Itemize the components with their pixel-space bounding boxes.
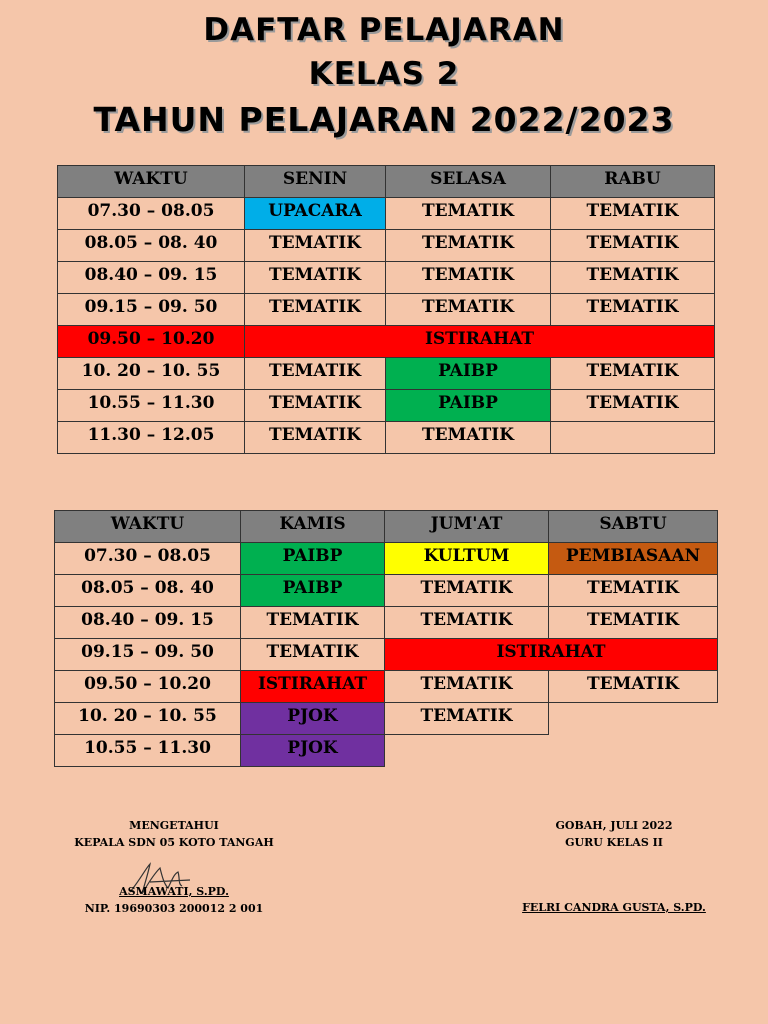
subject-cell: TEMATIK: [245, 422, 386, 454]
time-cell: 09.15 – 09. 50: [55, 639, 241, 671]
time-cell: 10. 20 – 10. 55: [55, 703, 241, 735]
subject-cell: PAIBP: [241, 575, 385, 607]
header-kamis: KAMIS: [241, 511, 385, 543]
subject-cell: TEMATIK: [386, 294, 551, 326]
time-cell: 10. 20 – 10. 55: [58, 358, 245, 390]
subject-cell: TEMATIK: [241, 639, 385, 671]
place-date: GOBAH, JULI 2022: [555, 819, 673, 832]
table-row: [55, 639, 718, 671]
schedule-table-mon-wed: [57, 165, 715, 454]
subject-cell: TEMATIK: [245, 358, 386, 390]
header-rabu: RABU: [551, 166, 715, 198]
acknowledge-label: MENGETAHUI: [129, 819, 219, 832]
table-row: [58, 262, 715, 294]
title-line-3: TAHUN PELAJARAN 2022/2023: [93, 100, 675, 139]
header-waktu: WAKTU: [55, 511, 241, 543]
subject-cell: TEMATIK: [241, 607, 385, 639]
subject-cell: TEMATIK: [549, 671, 718, 703]
table-row: [55, 543, 718, 575]
subject-cell: [551, 422, 715, 454]
subject-cell: TEMATIK: [385, 671, 549, 703]
teacher-name: FELRI CANDRA GUSTA, S.PD.: [522, 901, 706, 914]
table-row: [55, 703, 718, 735]
table-row: [58, 390, 715, 422]
subject-cell: TEMATIK: [551, 294, 715, 326]
time-cell: 09.50 – 10.20: [58, 326, 245, 358]
signature-block-left-name: [56, 883, 292, 917]
subject-cell: KULTUM: [385, 543, 549, 575]
signature-block-right: [520, 817, 708, 851]
subject-cell: TEMATIK: [549, 575, 718, 607]
subject-cell: PAIBP: [241, 543, 385, 575]
time-cell: 11.30 – 12.05: [58, 422, 245, 454]
principal-nip: NIP. 19690303 200012 2 001: [84, 902, 264, 915]
schedule-table-thu-sat: [54, 510, 718, 767]
subject-cell: TEMATIK: [549, 607, 718, 639]
signature-block-left: [56, 817, 292, 851]
time-cell: 09.50 – 10.20: [55, 671, 241, 703]
table-row: [58, 326, 715, 358]
subject-cell: PJOK: [241, 735, 385, 767]
time-cell: 10.55 – 11.30: [55, 735, 241, 767]
time-cell: 08.05 – 08. 40: [58, 230, 245, 262]
time-cell: 08.40 – 09. 15: [55, 607, 241, 639]
principal-name: ASMAWATI, S.PD.: [119, 885, 229, 898]
time-cell: 08.40 – 09. 15: [58, 262, 245, 294]
table-row: [55, 575, 718, 607]
break-cell: ISTIRAHAT: [385, 639, 718, 671]
subject-cell: TEMATIK: [385, 575, 549, 607]
subject-cell: TEMATIK: [245, 390, 386, 422]
table-row: [58, 198, 715, 230]
table-header-row: [58, 166, 715, 198]
break-cell: ISTIRAHAT: [245, 326, 715, 358]
title-line-2: KELAS 2: [308, 56, 460, 92]
table-row: [58, 294, 715, 326]
subject-cell: TEMATIK: [245, 262, 386, 294]
subject-cell: TEMATIK: [551, 262, 715, 294]
table-row: [55, 671, 718, 703]
time-cell: 09.15 – 09. 50: [58, 294, 245, 326]
table-row: [58, 358, 715, 390]
table-row: [58, 422, 715, 454]
title-line-1: DAFTAR PELAJARAN: [203, 12, 565, 48]
table-row: [58, 230, 715, 262]
empty-cell: [385, 735, 549, 767]
subject-cell: TEMATIK: [551, 230, 715, 262]
table-row: [55, 607, 718, 639]
header-jumat: JUM'AT: [385, 511, 549, 543]
subject-cell: PEMBIASAAN: [549, 543, 718, 575]
subject-cell: PAIBP: [386, 390, 551, 422]
subject-cell: TEMATIK: [245, 230, 386, 262]
subject-cell: TEMATIK: [551, 390, 715, 422]
signature-block-right-name: [490, 899, 738, 916]
header-sabtu: SABTU: [549, 511, 718, 543]
table-header-row: [55, 511, 718, 543]
subject-cell: TEMATIK: [385, 607, 549, 639]
table-row: [55, 735, 718, 767]
empty-cell: [549, 735, 718, 767]
subject-cell: ISTIRAHAT: [241, 671, 385, 703]
subject-cell: PJOK: [241, 703, 385, 735]
subject-cell: PAIBP: [386, 358, 551, 390]
teacher-title: GURU KELAS II: [565, 836, 663, 849]
subject-cell: TEMATIK: [386, 230, 551, 262]
principal-title: KEPALA SDN 05 KOTO TANGAH: [74, 836, 274, 849]
header-waktu: WAKTU: [58, 166, 245, 198]
header-selasa: SELASA: [386, 166, 551, 198]
time-cell: 07.30 – 08.05: [55, 543, 241, 575]
subject-cell: TEMATIK: [551, 358, 715, 390]
time-cell: 10.55 – 11.30: [58, 390, 245, 422]
subject-cell: TEMATIK: [386, 198, 551, 230]
subject-cell: TEMATIK: [551, 198, 715, 230]
header-senin: SENIN: [245, 166, 386, 198]
subject-cell: TEMATIK: [385, 703, 549, 735]
subject-cell: TEMATIK: [386, 262, 551, 294]
subject-cell: TEMATIK: [386, 422, 551, 454]
subject-cell: TEMATIK: [245, 294, 386, 326]
empty-cell: [549, 703, 718, 735]
time-cell: 08.05 – 08. 40: [55, 575, 241, 607]
time-cell: 07.30 – 08.05: [58, 198, 245, 230]
subject-cell: UPACARA: [245, 198, 386, 230]
